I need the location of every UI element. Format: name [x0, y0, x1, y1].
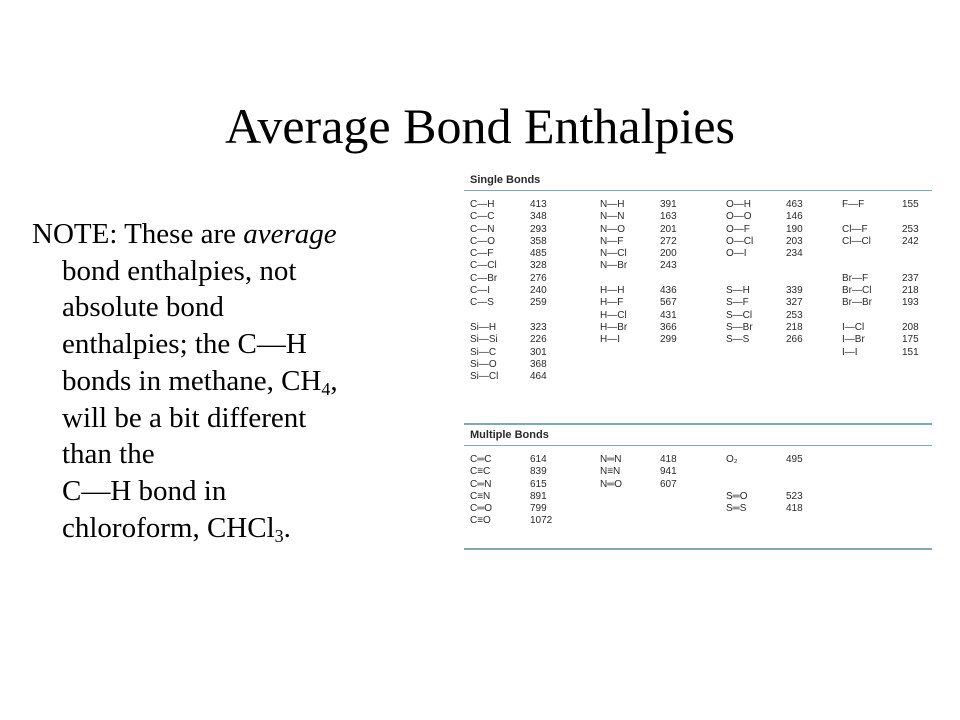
bond-value: 327 — [786, 297, 803, 309]
bond-label: C═C — [470, 454, 492, 465]
bond-label: Si—C — [470, 346, 497, 358]
bond-value: 226 — [530, 334, 547, 346]
bond-label: H—H — [600, 285, 625, 297]
bond-label: O₂ — [726, 454, 738, 465]
bond-label: Si—Cl — [470, 371, 499, 383]
bond-value: 839 — [530, 466, 547, 478]
bond-value: 276 — [530, 272, 547, 284]
note-line — [32, 326, 442, 363]
bond-label: H—I — [600, 334, 620, 346]
bond-label: H—F — [600, 297, 624, 309]
bond-value: 242 — [902, 235, 919, 247]
bond-label: N≡N — [600, 466, 621, 478]
bond-value: 436 — [660, 285, 677, 297]
bond-label: O—F — [726, 223, 750, 235]
bond-value: 348 — [530, 211, 547, 223]
bond-value: 151 — [902, 346, 919, 358]
bond-label: Cl—F — [842, 223, 868, 235]
bond-value: 201 — [660, 223, 677, 235]
bond-value: 272 — [660, 235, 677, 247]
bond-label: N—Br — [600, 260, 628, 272]
bond-label: Si—H — [470, 321, 497, 333]
bond-value: 253 — [786, 309, 803, 321]
note-line — [32, 400, 442, 437]
bond-label: F—F — [842, 199, 865, 210]
bond-value: 431 — [660, 309, 677, 321]
subscript: 3 — [274, 525, 284, 546]
bond-label: Si—Si — [470, 334, 498, 346]
bond-label: C—Br — [470, 272, 498, 284]
bond-value: 323 — [530, 321, 547, 333]
bond-value: 253 — [902, 223, 919, 235]
note-line — [32, 253, 442, 290]
bond-label: C═O — [470, 503, 493, 515]
bond-label: O—Cl — [726, 235, 754, 247]
bond-value: 293 — [530, 223, 547, 235]
bond-value: 891 — [530, 490, 547, 502]
note-text-part: absolute bond — [62, 291, 224, 324]
bond-value: 259 — [530, 297, 547, 309]
note-line — [32, 436, 442, 473]
note-line — [32, 510, 442, 547]
bond-value: 218 — [786, 321, 803, 333]
bond-label: O—H — [726, 199, 751, 210]
bond-value: 485 — [530, 248, 547, 260]
bond-label: S═O — [726, 490, 748, 502]
bond-value: 190 — [786, 223, 803, 235]
bond-label: Br—Br — [842, 297, 872, 309]
slide-title: Average Bond Enthalpies — [224, 98, 736, 154]
bond-value: 523 — [786, 490, 803, 502]
bond-label: I—Cl — [842, 321, 865, 333]
bond-value: 234 — [786, 248, 803, 260]
bond-label: N—O — [600, 223, 625, 235]
bond-label: C—O — [470, 235, 495, 247]
bond-label: C≡C — [470, 466, 491, 478]
bond-label: H—Br — [600, 321, 628, 333]
bond-value: 495 — [786, 454, 803, 465]
bond-value: 567 — [660, 297, 677, 309]
note-text-part: NOTE: These are — [32, 218, 244, 250]
bond-label: S—F — [726, 297, 749, 309]
bond-value: 1072 — [530, 515, 553, 527]
note-text-part: bond enthalpies, not — [62, 254, 297, 287]
bond-label: H—Cl — [600, 309, 627, 321]
bond-label: O—O — [726, 211, 752, 223]
bond-value: 163 — [660, 211, 677, 223]
bond-label: C═N — [470, 478, 492, 490]
note-text-part: will be a bit different — [62, 401, 307, 434]
bond-enthalpy-table — [464, 170, 932, 550]
bond-value: 418 — [660, 454, 677, 465]
bond-label: Si—O — [470, 358, 497, 370]
bond-label: C≡O — [470, 515, 491, 527]
single-bonds-body — [464, 191, 932, 425]
note-text-part: chloroform, CHCl — [62, 511, 275, 544]
note-line — [32, 216, 442, 253]
note-text-part: C—H bond in — [62, 474, 227, 507]
bond-value: 941 — [660, 466, 677, 478]
bond-label: C—F — [470, 248, 494, 260]
bond-value: 366 — [660, 321, 677, 333]
bond-label: O—I — [726, 248, 747, 260]
bond-value: 413 — [530, 199, 547, 210]
bond-value: 175 — [902, 334, 919, 346]
bond-value: 208 — [902, 321, 919, 333]
bond-label: N—H — [600, 199, 625, 210]
bond-label: S—H — [726, 285, 750, 297]
bond-value: 240 — [530, 285, 547, 297]
single-bonds-heading: Single Bonds — [464, 170, 932, 191]
note-text-part: . — [283, 511, 291, 544]
bond-label: Cl—Cl — [842, 235, 871, 247]
bond-label: N—Cl — [600, 248, 627, 260]
bond-value: 299 — [660, 334, 677, 346]
note-line — [32, 363, 442, 400]
bond-label: C—N — [470, 223, 495, 235]
bond-value: 146 — [786, 211, 803, 223]
bond-label: C—Cl — [470, 260, 497, 272]
bond-value: 203 — [786, 235, 803, 247]
bond-label: N—F — [600, 235, 624, 247]
bond-value: 328 — [530, 260, 547, 272]
bond-value: 615 — [530, 478, 547, 490]
bond-label: C≡N — [470, 490, 491, 502]
bond-value: 368 — [530, 358, 547, 370]
note-text-part: , — [330, 364, 338, 397]
bond-label: N═N — [600, 454, 622, 465]
bond-label: C—C — [470, 211, 495, 223]
bond-value: 464 — [530, 371, 547, 383]
bond-label: S—S — [726, 334, 750, 346]
bond-label: S═S — [726, 503, 747, 515]
bond-value: 155 — [902, 199, 919, 210]
bond-value: 614 — [530, 454, 547, 465]
bond-label: I—I — [842, 346, 858, 358]
bond-value: 301 — [530, 346, 547, 358]
bond-value: 339 — [786, 285, 803, 297]
multiple-bonds-heading: Multiple Bonds — [464, 425, 932, 446]
bond-value: 200 — [660, 248, 677, 260]
bond-label: C—S — [470, 297, 494, 309]
bond-value: 193 — [902, 297, 919, 309]
bond-label: Br—F — [842, 272, 869, 284]
note-line — [32, 289, 442, 326]
subscript: 4 — [321, 378, 331, 399]
bond-value: 218 — [902, 285, 919, 297]
bond-label: Br—Cl — [842, 285, 872, 297]
multiple-bonds-body — [464, 446, 932, 550]
bond-value: 463 — [786, 199, 803, 210]
bond-value: 607 — [660, 478, 677, 490]
bond-label: S—Cl — [726, 309, 753, 321]
bond-label: N—N — [600, 211, 625, 223]
bond-label: C—H — [470, 199, 495, 210]
bond-label: I—Br — [842, 334, 865, 346]
note-text-part: enthalpies; the C—H — [62, 328, 307, 361]
bond-label: N═O — [600, 478, 623, 490]
bond-label: S—Br — [726, 321, 753, 333]
note-text-part: bonds in methane, CH — [62, 364, 322, 397]
bond-value: 418 — [786, 503, 803, 515]
note-emphasis: average — [243, 218, 337, 250]
bond-label: C—I — [470, 285, 490, 297]
bond-value: 358 — [530, 235, 547, 247]
note-line — [32, 473, 442, 510]
bond-value: 391 — [660, 199, 677, 210]
bond-value: 799 — [530, 503, 547, 515]
bond-value: 243 — [660, 260, 677, 272]
bond-value: 266 — [786, 334, 803, 346]
note-text — [32, 216, 442, 546]
note-text-part: than the — [62, 438, 155, 471]
bond-value: 237 — [902, 272, 919, 284]
